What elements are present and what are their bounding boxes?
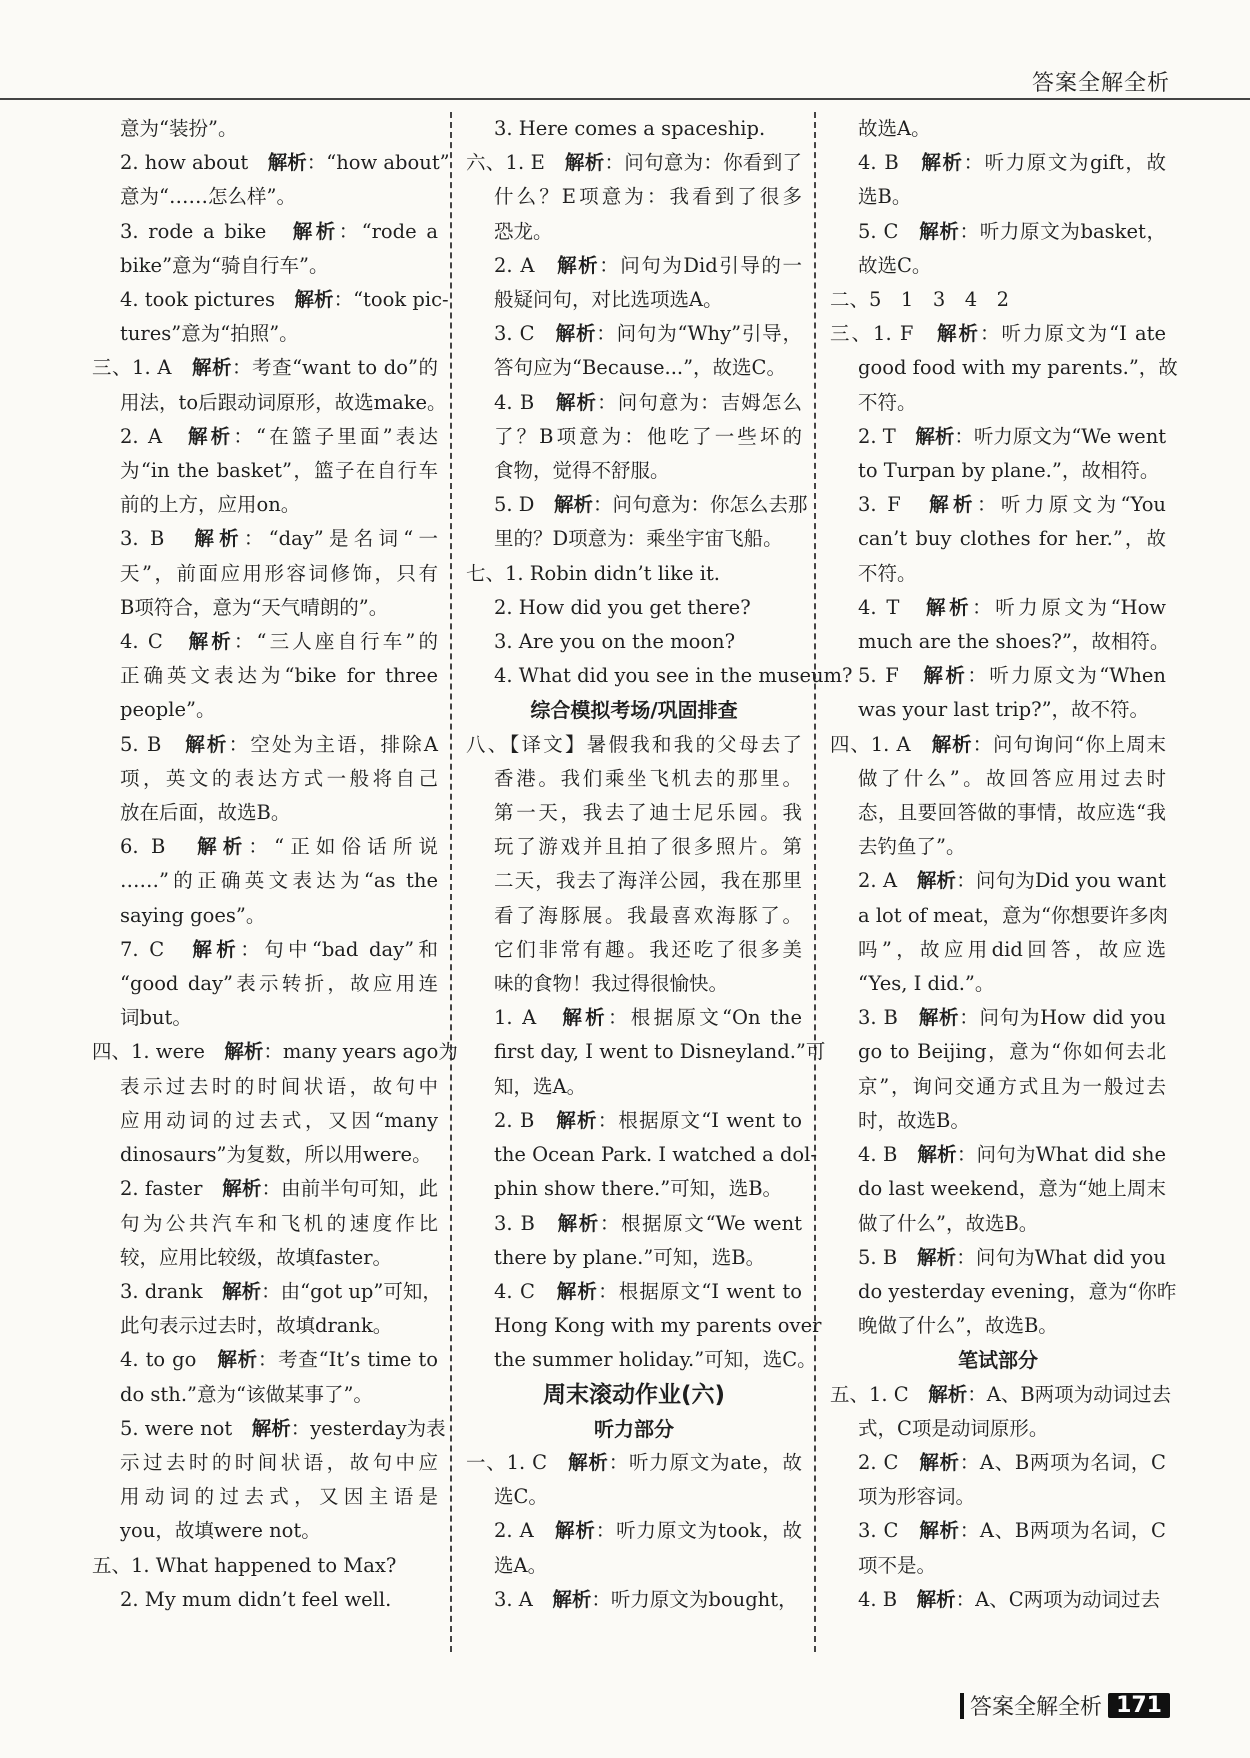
text-line: 1. A 解析：根据原文“On the (494, 1006, 802, 1030)
text-line: 2. T 解析：听力原文为“We went (858, 424, 1167, 448)
analysis-label: 解析 (917, 1143, 957, 1167)
text-line: 2. How did you get there? (494, 595, 751, 619)
text-line: good food with my parents.”，故 (858, 356, 1178, 380)
text-line: 7. C 解析：句中“bad day”和 (120, 937, 438, 961)
text-line: can’t buy clothes for her.”，故 (858, 527, 1166, 551)
text-line: 知，选A。 (494, 1074, 587, 1098)
text-line: 七、1. Robin didn’t like it. (466, 561, 720, 585)
text-line: 恐龙。 (494, 219, 553, 243)
text-line: 4. B 解析：问句意为：吉姆怎么 (494, 390, 802, 414)
analysis-label: 解析 (192, 937, 241, 961)
text-line: 3. B 解析：问句为How did you (858, 1006, 1166, 1030)
text-line: 前的上方，应用on。 (120, 493, 301, 517)
text-line: 项为形容词。 (858, 1485, 976, 1509)
text-line: Hong Kong with my parents over (494, 1314, 822, 1338)
text-line: 里的？D项意为：乘坐宇宙飞船。 (494, 527, 783, 551)
column-1 (92, 112, 458, 1617)
text-line: 般疑问句，对比选项选A。 (494, 288, 723, 312)
text-line: 去钓鱼了”。 (858, 835, 966, 859)
text-line: 五、1. C 解析：A、B两项为动词过去 (830, 1382, 1172, 1406)
text-line: “Yes, I did.”。 (858, 972, 995, 996)
text-line: 5. C 解析：听力原文为basket， (858, 219, 1166, 243)
text-line: 味的食物！我过得很愉快。 (494, 972, 729, 996)
analysis-label: 解析 (267, 151, 307, 175)
text-line: 2. how about 解析：“how about” (120, 151, 450, 175)
text-line: 句为公共汽车和飞机的速度作比 (120, 1211, 438, 1235)
text-line: tures”意为“拍照”。 (120, 322, 299, 346)
analysis-label: 解析 (562, 1006, 608, 1030)
text-line: much are the shoes?”，故相符。 (858, 630, 1170, 654)
text-line: 项，英文的表达方式一般将自己 (120, 766, 438, 790)
text-line: 做了什么”，故选B。 (858, 1211, 1039, 1235)
analysis-label: 解析 (217, 1348, 258, 1372)
text-line: 周末滚动作业(六) (542, 1381, 726, 1408)
text-line: 了？B项意为：他吃了一些坏的 (494, 424, 802, 448)
text-line: 食物，觉得不舒服。 (494, 459, 670, 483)
text-line: 故选A。 (858, 117, 931, 140)
text-line: 放在后面，故选B。 (120, 801, 291, 825)
text-line: 二、5 1 3 4 2 (830, 288, 1010, 312)
text-line: the Ocean Park. I watched a dol- (494, 1143, 817, 1167)
text-line: 4. C 解析：根据原文“I went to (494, 1279, 802, 1303)
text-line: 综合模拟考场/巩固排查 (530, 698, 738, 723)
text-line: 香港。我们乘坐飞机去的那里。 (494, 766, 802, 790)
text-line: 4. What did you see in the museum? (494, 664, 853, 688)
text-line: 4. T 解析：听力原文为“How (858, 595, 1166, 619)
analysis-label: 解析 (919, 1519, 960, 1543)
text-line: 时，故选B。 (858, 1108, 970, 1132)
analysis-label: 解析 (919, 219, 960, 243)
analysis-label: 解析 (921, 151, 964, 175)
text-line: 词but。 (120, 1006, 192, 1030)
text-line: “good day”表示转折，故应用连 (120, 972, 438, 996)
analysis-label: 解析 (555, 390, 598, 414)
text-line: bike”意为“骑自行车”。 (120, 253, 329, 277)
text-line: 4. B 解析：A、C两项为动词过去 (858, 1587, 1161, 1611)
text-line: saying goes”。 (120, 903, 266, 927)
text-line: 式，C项是动词原形。 (858, 1416, 1049, 1440)
analysis-label: 解析 (555, 1519, 596, 1543)
text-line: 5. were not 解析：yesterday为表 (120, 1416, 446, 1440)
text-line: 四、1. A 解析：问句询问“你上周末 (830, 732, 1166, 756)
text-line: 3. A 解析：听力原文为bought， (494, 1587, 798, 1611)
text-line: go to Beijing，意为“你如何去北 (858, 1040, 1166, 1064)
text-line: 笔试部分 (958, 1348, 1038, 1373)
text-line: 2. faster 解析：由前半句可知，此 (120, 1177, 438, 1201)
text-line: you，故填were not。 (120, 1519, 321, 1543)
text-line: 四、1. were 解析：many years ago为 (92, 1040, 458, 1064)
analysis-label: 解析 (929, 493, 977, 517)
text-line: 2. B 解析：根据原文“I went to (494, 1108, 802, 1132)
text-line: 京”，询问交通方式且为一般过去 (858, 1074, 1166, 1098)
text-line: do last weekend，意为“她上周末 (858, 1177, 1166, 1201)
analysis-label: 解析 (224, 1040, 264, 1064)
text-line: 4. to go 解析：考查“It’s time to (120, 1348, 438, 1372)
text-line: 选B。 (858, 185, 912, 209)
text-line: 玩了游戏并且拍了很多照片。第 (494, 835, 802, 859)
text-line: 2. A 解析：听力原文为took，故 (494, 1519, 802, 1543)
analysis-label: 解析 (916, 1587, 956, 1611)
text-line: 选A。 (494, 1553, 548, 1577)
text-line: 第一天，我去了迪士尼乐园。我 (494, 801, 802, 825)
text-line: was your last trip?”，故不符。 (858, 698, 1150, 722)
text-line: dinosaurs”为复数，所以用were。 (120, 1143, 432, 1167)
text-line: 表示过去时的时间状语，故句中 (120, 1074, 438, 1098)
text-line: 5. B 解析：问句为What did you (858, 1245, 1166, 1269)
text-line: 2. C 解析：A、B两项为名词，C (858, 1450, 1166, 1474)
footer-bar (960, 1693, 964, 1719)
text-line: 什么？E项意为：我看到了很多 (494, 185, 802, 209)
text-line: 3. B 解析：根据原文“We went (494, 1211, 802, 1235)
column-divider-1 (450, 112, 452, 1652)
text-line: 三、1. A 解析：考查“want to do”的 (92, 356, 438, 380)
text-line: 2. A 解析：问句为Did引导的一 (494, 253, 802, 277)
analysis-label: 解析 (568, 1450, 609, 1474)
column-divider-2 (814, 112, 816, 1652)
analysis-label: 解析 (222, 1279, 262, 1303)
text-line: phin show there.”可知，选B。 (494, 1177, 783, 1201)
text-line: 五、1. What happened to Max? (92, 1553, 397, 1577)
analysis-label: 解析 (187, 424, 234, 448)
text-line: 2. A 解析：问句为Did you want (858, 869, 1167, 893)
analysis-label: 解析 (251, 1416, 291, 1440)
text-line: 八、【译文】暑假我和我的父母去了 (466, 732, 802, 756)
text-line: a lot of meat，意为“你想要许多肉 (858, 903, 1168, 927)
text-line: B项符合，意为“天气晴朗的”。 (120, 595, 389, 619)
text-line: 为“in the basket”，篮子在自行车 (120, 459, 438, 483)
header-rule (0, 98, 1250, 100)
text-line: ……”的正确英文表达为“as the (120, 869, 438, 893)
text-line: 正确英文表达为“bike for three (120, 664, 438, 688)
footer-title: 答案全解全析 (970, 1695, 1103, 1720)
text-line: 4. C 解析：“三人座自行车”的 (120, 630, 438, 654)
text-line: 2. My mum didn’t feel well. (120, 1587, 392, 1611)
analysis-label: 解析 (188, 630, 234, 654)
text-line: 看了海豚展。我最喜欢海豚了。 (494, 903, 802, 927)
text-line: 应用动词的过去式，又因“many (120, 1108, 438, 1132)
analysis-label: 解析 (556, 1108, 598, 1132)
text-line: 3. Here comes a spaceship. (494, 117, 766, 140)
text-line: 5. D 解析：问句意为：你怎么去那 (494, 493, 808, 517)
text-line: 它们非常有趣。我还吃了很多美 (494, 937, 802, 961)
text-line: 6. B 解析：“正如俗话所说 (120, 835, 438, 859)
analysis-label: 解析 (556, 1279, 599, 1303)
analysis-label: 解析 (936, 322, 980, 346)
text-line: 一、1. C 解析：听力原文为ate，故 (466, 1450, 802, 1474)
page-number: 171 (1108, 1693, 1170, 1718)
text-line: 项不是。 (858, 1553, 937, 1577)
text-line: 示过去时的时间状语，故句中应 (120, 1450, 438, 1474)
text-line: 不符。 (858, 561, 917, 585)
column-3 (830, 112, 1178, 1617)
text-line: 不符。 (858, 390, 917, 414)
text-line: first day, I went to Disneyland.”可 (494, 1040, 826, 1064)
analysis-label: 解析 (222, 1177, 262, 1201)
page-header-title: 答案全解全析 (1031, 71, 1170, 96)
text-line: 3. B 解析：“day”是名词“一 (120, 527, 438, 551)
text-line: 4. took pictures 解析：“took pic- (120, 288, 449, 312)
text-line: 六、1. E 解析：问句意为：你看到了 (466, 151, 802, 175)
text-line: 三、1. F 解析：听力原文为“I ate (830, 322, 1166, 346)
text-line: do yesterday evening，意为“你昨 (858, 1279, 1177, 1303)
text-line: 用动词的过去式，又因主语是 (120, 1485, 438, 1509)
text-line: 3. rode a bike 解析：“rode a (120, 219, 438, 243)
text-line: 4. B 解析：听力原文为gift，故 (858, 151, 1166, 175)
text-line: 意为“……怎么样”。 (120, 185, 296, 209)
text-line: 故选C。 (858, 253, 932, 277)
text-line: there by plane.”可知，选B。 (494, 1245, 766, 1269)
analysis-label: 解析 (197, 835, 249, 859)
analysis-label: 解析 (919, 1450, 960, 1474)
text-line: 5. B 解析：空处为主语，排除A (120, 732, 438, 756)
text-line: 3. F 解析：听力原文为“You (858, 493, 1166, 517)
analysis-label: 解析 (564, 151, 605, 175)
text-line: 吗”，故应用did回答，故应选 (858, 937, 1166, 961)
text-line: 晚做了什么”，故选B。 (858, 1314, 1058, 1338)
text-line: 3. C 解析：问句为“Why”引导， (494, 322, 802, 346)
text-line: do sth.”意为“该做某事了”。 (120, 1382, 373, 1406)
analysis-label: 解析 (553, 493, 593, 517)
text-line: 4. B 解析：问句为What did she (858, 1143, 1166, 1167)
text-line: 天”，前面应用形容词修饰，只有 (120, 561, 438, 585)
analysis-label: 解析 (294, 288, 334, 312)
text-line: 2. A 解析：“在篮子里面”表达 (120, 424, 438, 448)
analysis-label: 解析 (185, 732, 229, 756)
analysis-label: 解析 (917, 1245, 957, 1269)
text-line: 做了什么”。故回答应用过去时 (858, 766, 1166, 790)
analysis-label: 解析 (191, 356, 233, 380)
text-line: 5. F 解析：听力原文为“When (858, 664, 1166, 688)
analysis-label: 解析 (928, 1382, 968, 1406)
text-line: 3. C 解析：A、B两项为名词，C (858, 1519, 1166, 1543)
analysis-label: 解析 (194, 527, 244, 551)
text-line: people”。 (120, 698, 216, 722)
text-line: to Turpan by plane.”，故相符。 (858, 459, 1160, 483)
analysis-label: 解析 (557, 1211, 600, 1235)
text-line: 答句应为“Because...”，故选C。 (494, 356, 786, 380)
text-line: 意为“装扮”。 (120, 117, 238, 140)
text-line: 二天，我去了海洋公园，我在那里 (494, 869, 802, 893)
analysis-label: 解析 (918, 1006, 960, 1030)
text-line: 此句表示过去时，故填drank。 (120, 1314, 393, 1338)
text-line: 3. Are you on the moon? (494, 630, 736, 654)
page-footer (960, 1690, 1170, 1721)
text-line: 态，且要回答做的事情，故应选“我 (858, 801, 1166, 825)
analysis-label: 解析 (557, 253, 600, 277)
analysis-label: 解析 (552, 1587, 592, 1611)
analysis-label: 解析 (931, 732, 973, 756)
text-line: 较，应用比较级，故填faster。 (120, 1245, 393, 1269)
analysis-label: 解析 (915, 424, 955, 448)
text-line: 选C。 (494, 1485, 548, 1509)
analysis-label: 解析 (292, 219, 339, 243)
text-line: the summer holiday.”可知，选C。 (494, 1348, 817, 1372)
analysis-label: 解析 (926, 595, 973, 619)
analysis-label: 解析 (916, 869, 957, 893)
analysis-label: 解析 (923, 664, 968, 688)
analysis-label: 解析 (555, 322, 597, 346)
text-line: 3. drank 解析：由“got up”可知， (120, 1279, 442, 1303)
text-line: 听力部分 (594, 1416, 674, 1441)
column-2 (466, 112, 853, 1617)
text-line: 用法，to后跟动词原形，故选make。 (120, 390, 447, 414)
